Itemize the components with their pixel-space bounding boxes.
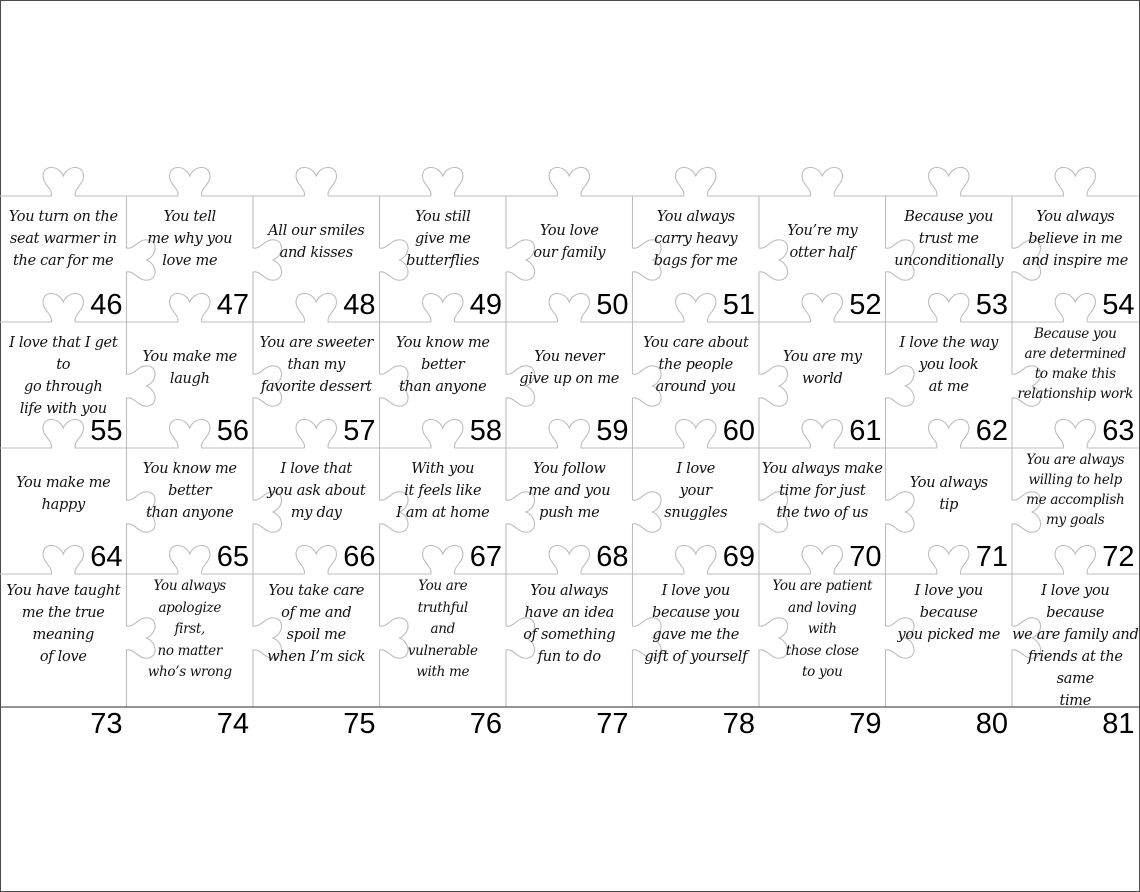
piece-number: 72: [1102, 541, 1135, 573]
piece-number: 79: [849, 708, 882, 740]
piece-phrase: You tell me why you love me: [147, 209, 233, 269]
piece-phrase: You know me better than anyone: [142, 461, 237, 521]
piece-number: 73: [90, 708, 123, 740]
piece-phrase: You love our family: [533, 223, 606, 261]
piece-number: 53: [975, 289, 1008, 321]
piece-number: 51: [722, 289, 755, 321]
piece-number: 67: [469, 541, 502, 573]
piece-phrase: You always apologize first, no matter who’s wrong: [147, 578, 232, 680]
piece-number: 57: [343, 415, 376, 447]
puzzle-piece: [253, 196, 380, 322]
puzzle-piece: [253, 574, 380, 740]
puzzle-piece: [506, 448, 633, 574]
piece-phrase: Because you trust me unconditionally: [894, 209, 1004, 269]
piece-number: 63: [1102, 415, 1135, 447]
piece-number: 50: [596, 289, 629, 321]
piece-number: 65: [216, 541, 249, 573]
puzzle-piece: [380, 574, 507, 740]
piece-phrase: You always make time for just the two of us: [761, 461, 883, 521]
piece-phrase: You always tip: [909, 475, 988, 513]
puzzle-piece: [127, 574, 254, 740]
piece-number: 69: [722, 541, 755, 573]
piece-phrase: You make me laugh: [142, 349, 237, 387]
puzzle-piece: [127, 196, 254, 322]
piece-number: 70: [849, 541, 882, 573]
piece-number: 49: [469, 289, 502, 321]
piece-number: 46: [90, 289, 123, 321]
puzzle-piece: [380, 196, 507, 322]
puzzle-piece: [633, 322, 760, 448]
puzzle-piece: [506, 322, 633, 448]
piece-number: 71: [975, 541, 1008, 573]
puzzle-piece: [380, 448, 507, 574]
puzzle-piece: [253, 448, 380, 574]
piece-number: 55: [90, 415, 123, 447]
piece-phrase: All our smiles and kisses: [268, 223, 365, 261]
piece-phrase: You’re my otter half: [787, 223, 858, 261]
piece-phrase: You always carry heavy bags for me: [653, 209, 738, 269]
puzzle-piece: [0, 322, 127, 448]
puzzle-piece: [0, 574, 127, 740]
piece-phrase: You have taught me the true meaning of love: [6, 583, 121, 665]
puzzle-piece: [633, 574, 760, 740]
puzzle-piece: [886, 322, 1013, 448]
puzzle-piece: [759, 448, 886, 574]
piece-phrase: You know me better than anyone: [395, 335, 490, 395]
piece-phrase: You are patient and loving with those close to you: [772, 578, 873, 680]
piece-number: 52: [849, 289, 882, 321]
piece-phrase: You are truthful and vulnerable with me: [407, 578, 478, 680]
piece-phrase: You always have an idea of something fun to do: [523, 583, 616, 665]
piece-phrase: Because you are determined to make this relationship work: [1017, 326, 1133, 402]
piece-phrase: You take care of me and spoil me when I’m sick: [267, 583, 366, 665]
piece-phrase: You are my world: [782, 349, 862, 387]
piece-number: 48: [343, 289, 376, 321]
puzzle-piece: [253, 322, 380, 448]
piece-number: 61: [849, 415, 882, 447]
piece-phrase: I love that I get to go through life with you: [9, 335, 118, 417]
puzzle-piece: [1012, 322, 1139, 448]
piece-phrase: I love your snuggles: [664, 461, 728, 521]
piece-phrase: You turn on the seat warmer in the car for me: [8, 209, 118, 269]
puzzle-piece: [886, 196, 1013, 322]
piece-phrase: You care about the people around you: [643, 335, 749, 395]
piece-number: 60: [722, 415, 755, 447]
piece-number: 66: [343, 541, 376, 573]
puzzle-piece: [380, 322, 507, 448]
piece-phrase: I love you because you gave me the gift of yourself: [644, 583, 748, 665]
puzzle-piece: [633, 196, 760, 322]
piece-phrase: With you it feels like I am at home: [396, 461, 490, 521]
puzzle-piece: [506, 196, 633, 322]
piece-number: 75: [343, 708, 376, 740]
piece-number: 47: [216, 289, 249, 321]
puzzle-piece: [0, 196, 127, 322]
piece-phrase: I love you because you picked me: [897, 583, 1001, 643]
puzzle-piece: [1012, 196, 1139, 322]
puzzle-piece: [886, 574, 1013, 740]
piece-number: 78: [722, 708, 755, 740]
puzzle-piece: [127, 322, 254, 448]
piece-phrase: You still give me butterflies: [406, 209, 480, 269]
piece-number: 56: [216, 415, 249, 447]
piece-number: 80: [975, 708, 1008, 740]
piece-phrase: You always believe in me and inspire me: [1022, 209, 1128, 269]
puzzle-piece: [886, 448, 1013, 574]
piece-phrase: You are always willing to help me accomplish my goals: [1026, 452, 1125, 528]
piece-number: 77: [596, 708, 629, 740]
puzzle-piece: [127, 448, 254, 574]
piece-phrase: You make me happy: [16, 475, 111, 513]
piece-phrase: You are sweeter than my favorite dessert: [259, 335, 374, 395]
piece-number: 59: [596, 415, 629, 447]
puzzle-piece: [1012, 574, 1139, 740]
puzzle-piece: [759, 196, 886, 322]
puzzle-piece: [0, 448, 127, 574]
piece-phrase: You never give up on me: [519, 349, 620, 387]
piece-phrase: I love you because we are family and friends at the same time: [1012, 583, 1139, 709]
piece-number: 58: [469, 415, 502, 447]
puzzle-piece: [1012, 448, 1139, 574]
puzzle-piece: [506, 574, 633, 740]
piece-number: 81: [1102, 708, 1135, 740]
piece-number: 76: [469, 708, 502, 740]
puzzle-piece: [759, 574, 886, 740]
piece-number: 74: [216, 708, 249, 740]
puzzle-piece: [759, 322, 886, 448]
piece-phrase: I love that you ask about my day: [267, 461, 366, 521]
piece-number: 54: [1102, 289, 1135, 321]
piece-phrase: I love the way you look at me: [899, 335, 998, 395]
piece-phrase: You follow me and you push me: [528, 461, 611, 521]
puzzle-piece: [633, 448, 760, 574]
piece-number: 64: [90, 541, 123, 573]
piece-number: 62: [975, 415, 1008, 447]
piece-number: 68: [596, 541, 629, 573]
